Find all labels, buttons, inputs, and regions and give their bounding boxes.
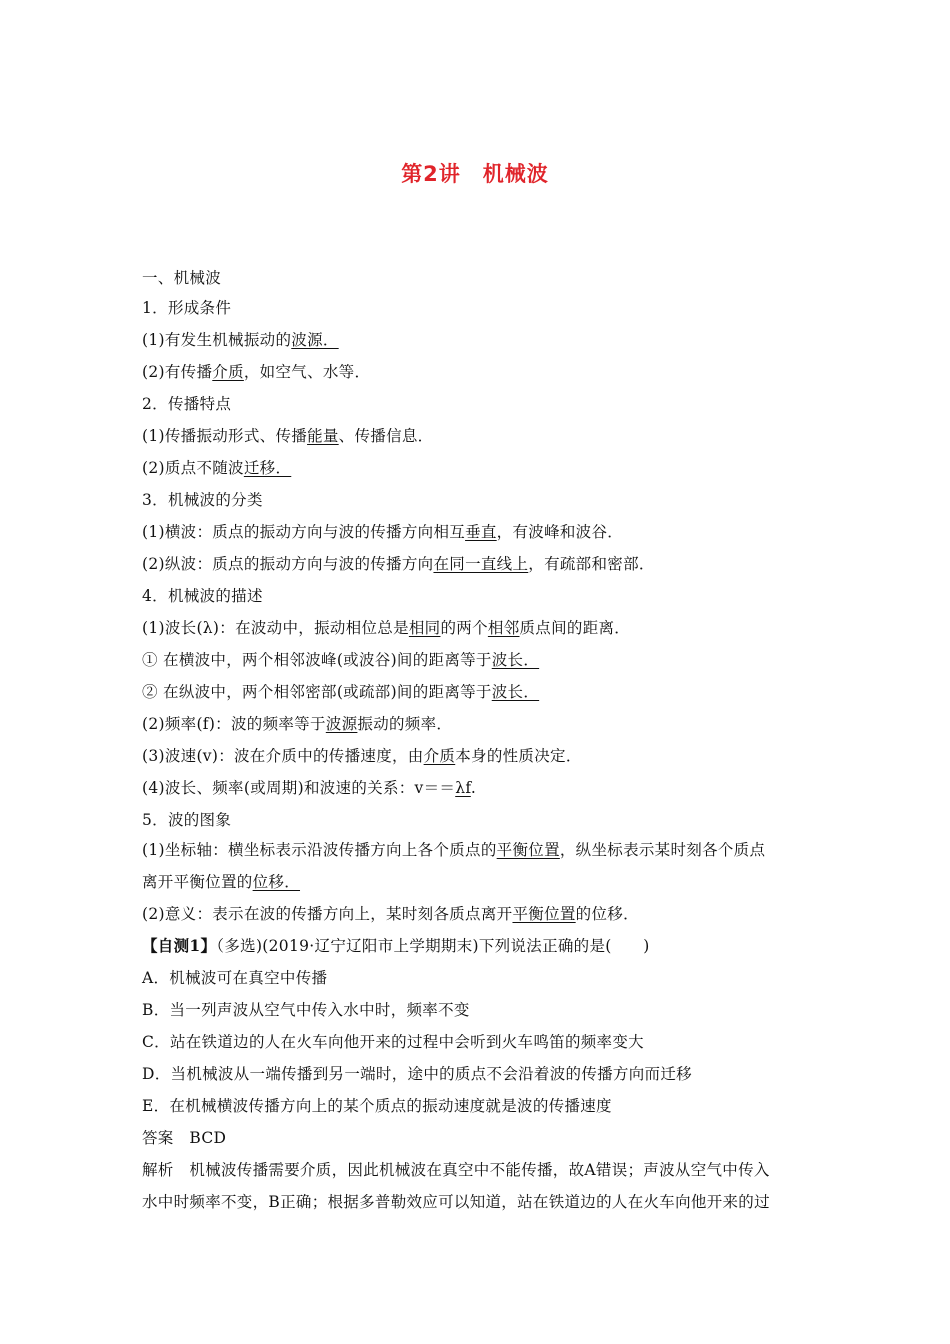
underlined-answer: 平衡位置 [512, 905, 576, 923]
text-segment: 水中时频率不变，B正确；根据多普勒效应可以知道，站在铁道边的人在火车向他开来的过 [142, 1193, 770, 1211]
text-line [142, 394, 231, 414]
text-line [142, 872, 300, 892]
text-line [142, 810, 231, 830]
text-line [142, 714, 452, 734]
text-line [142, 330, 339, 350]
text-segment: ，有疏部和密部． [528, 555, 655, 573]
underlined-answer: 位移． [252, 873, 301, 891]
text-line [142, 650, 539, 670]
text-line [142, 586, 263, 606]
text-line [142, 1032, 644, 1052]
text-segment: (4)波长、频率(或周期)和波速的关系：v＝＝ [142, 779, 456, 797]
text-segment: 5．波的图象 [142, 811, 232, 829]
underlined-answer: 在同一直线上 [433, 555, 529, 573]
text-line [142, 490, 263, 510]
text-line [142, 746, 582, 766]
text-segment: 本身的性质决定． [455, 747, 582, 765]
text-line [142, 554, 655, 574]
underlined-answer: 相同 [408, 619, 441, 637]
text-segment: (2)频率(f)：波的频率等于 [142, 715, 326, 733]
underlined-answer: 波长． [491, 651, 540, 669]
text-segment: 答案 BCD [142, 1129, 227, 1147]
text-line [142, 936, 650, 956]
text-segment: 、传播信息． [338, 427, 434, 445]
text-line [142, 1160, 770, 1180]
text-line [142, 1096, 612, 1116]
text-segment: 2．传播特点 [142, 395, 232, 413]
text-line [142, 522, 623, 542]
text-line [142, 778, 476, 798]
text-line [142, 1064, 692, 1084]
underlined-answer: λf [455, 779, 471, 797]
text-segment: ，如空气、水等． [243, 363, 371, 381]
text-segment: . [470, 779, 477, 797]
text-segment: (1)传播振动形式、传播 [142, 427, 308, 445]
text-segment: 的两个 [440, 619, 488, 637]
underlined-answer: 能量 [307, 427, 339, 445]
text-line [142, 682, 539, 702]
underlined-answer: 垂直 [465, 523, 497, 541]
underlined-answer: 平衡位置 [496, 841, 560, 859]
text-line [142, 1192, 770, 1212]
text-line [142, 298, 231, 318]
text-segment: 解析 机械波传播需要介质，因此机械波在真空中不能传播，故A错误；声波从空气中传入 [142, 1161, 770, 1179]
underlined-answer: 介质 [212, 363, 244, 381]
text-segment: ① 在横波中，两个相邻波峰(或波谷)间的距离等于 [142, 651, 492, 669]
text-segment: 一、机械波 [142, 269, 222, 287]
underlined-answer: 波源． [291, 331, 339, 349]
underlined-answer: 介质 [423, 747, 456, 765]
text-segment: (1)坐标轴：横坐标表示沿波传播方向上各个质点的 [142, 841, 497, 859]
text-segment: (1)横波：质点的振动方向与波的传播方向相互 [142, 523, 466, 541]
underlined-answer: 波长． [491, 683, 540, 701]
text-segment: 4．机械波的描述 [142, 587, 263, 605]
text-segment: C．站在铁道边的人在火车向他开来的过程中会听到火车鸣笛的频率变大 [142, 1033, 644, 1051]
text-segment: 1．形成条件 [142, 299, 232, 317]
text-segment: A．机械波可在真空中传播 [142, 969, 328, 987]
text-segment: ，有波峰和波谷． [496, 523, 624, 541]
text-segment: 3．机械波的分类 [142, 491, 263, 509]
text-segment: 振动的频率． [357, 715, 453, 733]
text-line [142, 1000, 470, 1020]
underlined-answer: 迁移． [243, 459, 292, 477]
text-line [142, 840, 765, 860]
question-tag: 【自测1】 [142, 936, 217, 955]
text-line [142, 968, 327, 988]
text-line [142, 904, 639, 924]
text-segment: ，纵坐标表示某时刻各个质点 [559, 841, 766, 859]
underlined-answer: 波源 [325, 715, 358, 733]
text-line [142, 1128, 226, 1148]
underlined-answer: 相邻 [487, 619, 520, 637]
text-segment: (2)纵波：质点的振动方向与波的传播方向 [142, 555, 434, 573]
text-line [142, 362, 370, 382]
text-segment: (1)有发生机械振动的 [142, 331, 292, 349]
text-segment: (2)意义：表示在波的传播方向上，某时刻各质点离开 [142, 905, 513, 923]
text-segment: (3)波速(v)：波在介质中的传播速度，由 [142, 747, 424, 765]
text-segment: (2)质点不随波 [142, 459, 244, 477]
text-segment: D．当机械波从一端传播到另一端时，途中的质点不会沿着波的传播方向而迁移 [142, 1065, 692, 1083]
text-line [142, 458, 291, 478]
text-segment: 离开平衡位置的 [142, 873, 253, 891]
text-segment: 质点间的距离． [519, 619, 631, 637]
text-segment: (2)有传播 [142, 363, 213, 381]
text-segment: ② 在纵波中，两个相邻密部(或疏部)间的距离等于 [142, 683, 492, 701]
text-segment: E．在机械横波传播方向上的某个质点的振动速度就是波的传播速度 [142, 1097, 612, 1115]
text-segment: (1)波长(λ)：在波动中，振动相位总是 [142, 619, 409, 637]
text-line [142, 426, 433, 446]
text-segment: （多选)(2019·辽宁辽阳市上学期期末)下列说法正确的是( ) [216, 937, 650, 955]
text-segment: 的位移． [575, 905, 639, 923]
text-line [142, 618, 630, 638]
page-title: 第2讲 机械波 [401, 162, 549, 186]
text-line [142, 268, 221, 288]
text-segment: B．当一列声波从空气中传入水中时，频率不变 [142, 1001, 470, 1019]
